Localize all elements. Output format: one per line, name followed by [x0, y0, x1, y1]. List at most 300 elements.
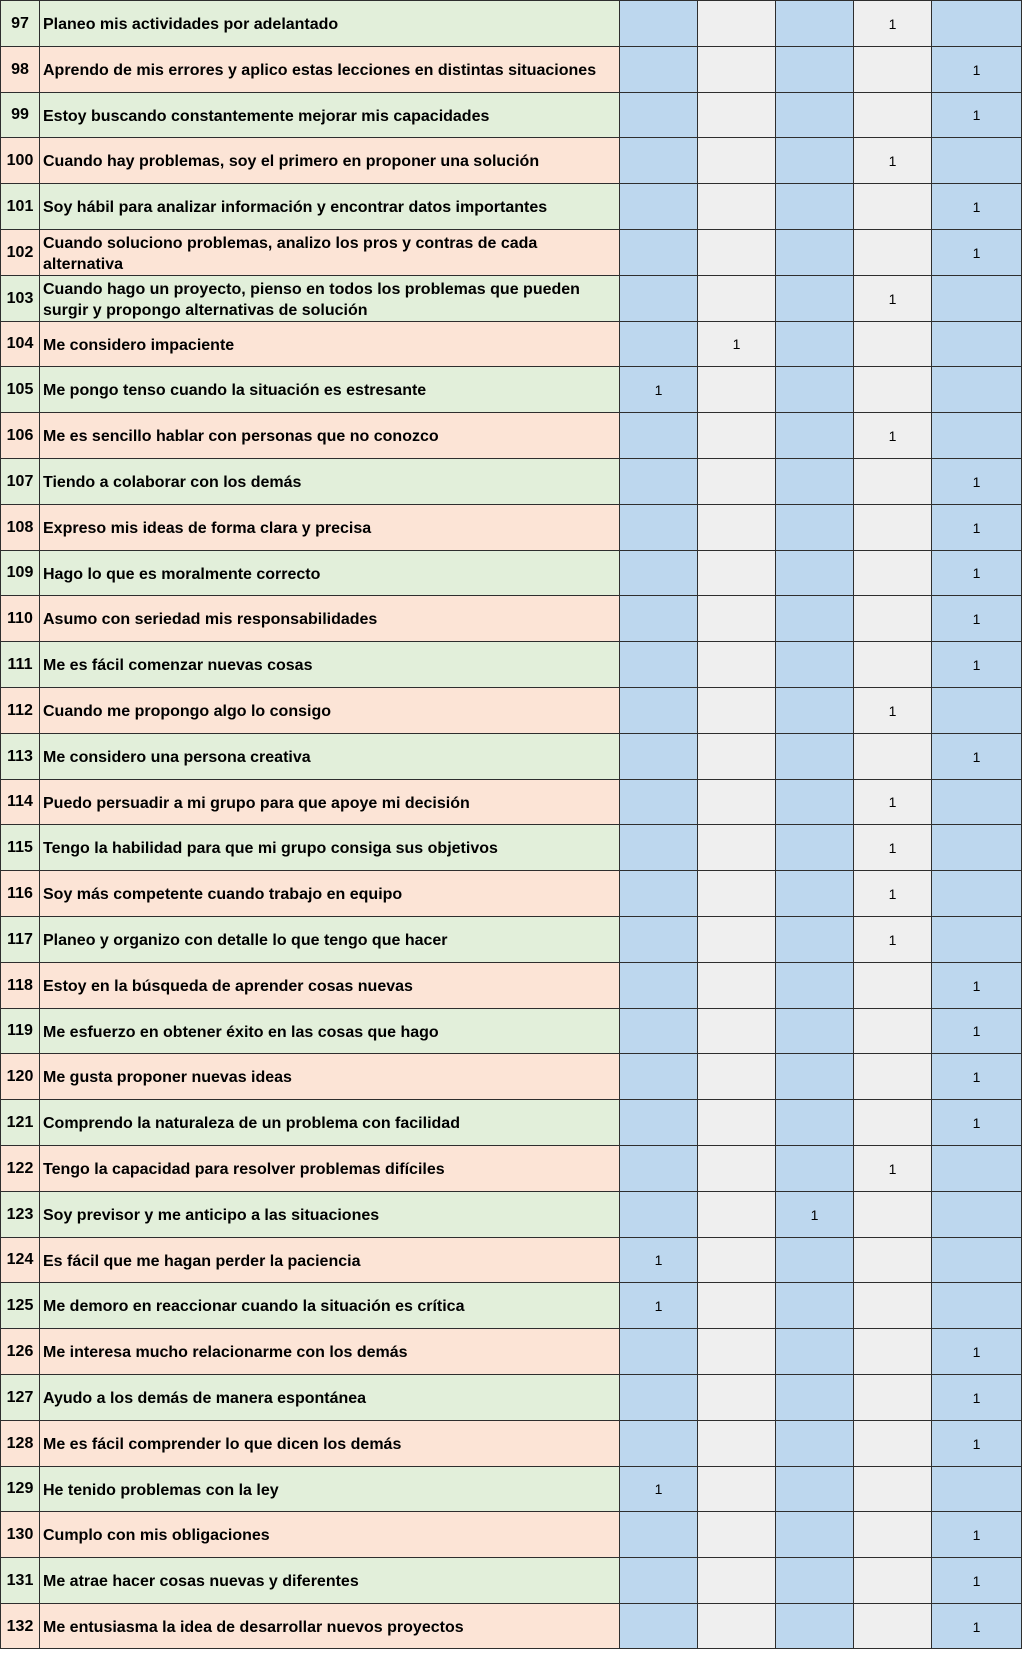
response-cell-1[interactable]	[619, 871, 697, 916]
response-cell-3[interactable]	[775, 780, 853, 824]
response-cell-4[interactable]	[853, 1100, 931, 1145]
response-cell-3[interactable]	[775, 1100, 853, 1145]
response-cell-3[interactable]	[775, 47, 853, 92]
response-cell-1[interactable]	[619, 47, 697, 92]
response-cell-1[interactable]	[619, 1329, 697, 1374]
item-statement-text: Tengo la habilidad para que mi grupo consiga sus objetivos	[43, 840, 498, 857]
response-cell-1[interactable]	[619, 1054, 697, 1099]
table-bottom-border	[0, 1648, 1022, 1649]
response-cell-5[interactable]: 1	[931, 47, 1022, 92]
response-cell-3[interactable]	[775, 93, 853, 137]
response-cell-1[interactable]	[619, 1100, 697, 1145]
response-cell-5[interactable]	[931, 138, 1022, 183]
response-cell-2[interactable]	[697, 688, 775, 733]
response-cell-2[interactable]	[697, 367, 775, 412]
item-number: 121	[0, 1100, 39, 1145]
response-cell-5[interactable]: 1	[931, 230, 1022, 275]
response-cell-2[interactable]	[697, 138, 775, 183]
table-row	[0, 1145, 1022, 1191]
table-row	[0, 1237, 1022, 1282]
response-cell-5[interactable]: 1	[931, 1329, 1022, 1374]
item-number: 106	[0, 413, 39, 458]
item-statement-text: Soy hábil para analizar información y encontrar datos importantes	[43, 199, 548, 216]
item-statement	[39, 413, 619, 458]
item-statement	[39, 1283, 619, 1328]
response-cell-5[interactable]	[931, 322, 1022, 366]
response-cell-2[interactable]	[697, 1, 775, 46]
item-statement	[39, 93, 619, 137]
response-cell-4[interactable]	[853, 184, 931, 229]
response-cell-5[interactable]: 1	[931, 1100, 1022, 1145]
item-statement-text: Me entusiasma la idea de desarrollar nuevos proyectos	[43, 1619, 464, 1636]
response-cell-3[interactable]	[775, 230, 853, 275]
response-cell-2[interactable]	[697, 642, 775, 687]
response-cell-5[interactable]: 1	[931, 505, 1022, 550]
item-number: 125	[0, 1283, 39, 1328]
item-statement-text: Cuando me propongo algo lo consigo	[43, 703, 331, 720]
item-statement-text: Ayudo a los demás de manera espontánea	[43, 1390, 367, 1407]
response-cell-1[interactable]	[619, 1558, 697, 1603]
response-cell-5[interactable]: 1	[931, 1558, 1022, 1603]
response-cell-2[interactable]	[697, 1512, 775, 1557]
response-cell-2[interactable]	[697, 1558, 775, 1603]
table-row	[0, 46, 1022, 92]
response-cell-5[interactable]	[931, 1238, 1022, 1282]
response-cell-3[interactable]	[775, 138, 853, 183]
response-cell-1[interactable]	[619, 459, 697, 504]
response-cell-5[interactable]: 1	[931, 1604, 1022, 1649]
response-cell-3[interactable]	[775, 642, 853, 687]
response-cell-3[interactable]	[775, 963, 853, 1008]
response-cell-1[interactable]	[619, 184, 697, 229]
item-statement-text: Me interesa mucho relacionarme con los demás	[43, 1344, 408, 1361]
item-statement-text: Me demoro en reaccionar cuando la situación es crítica	[43, 1298, 465, 1315]
response-cell-1[interactable]	[619, 1146, 697, 1191]
response-cell-2[interactable]	[697, 230, 775, 275]
response-cell-4[interactable]	[853, 551, 931, 595]
table-row	[0, 92, 1022, 137]
item-statement	[39, 1512, 619, 1557]
response-cell-3[interactable]	[775, 276, 853, 321]
response-cell-1[interactable]	[619, 1604, 697, 1649]
response-cell-1[interactable]	[619, 551, 697, 595]
item-statement	[39, 1467, 619, 1511]
item-statement	[39, 551, 619, 595]
response-cell-3[interactable]	[775, 917, 853, 962]
response-cell-5[interactable]	[931, 1467, 1022, 1511]
item-statement	[39, 230, 619, 275]
item-number: 115	[0, 825, 39, 870]
response-cell-4[interactable]	[853, 1604, 931, 1649]
response-cell-1[interactable]: 1	[619, 367, 697, 412]
item-number: 124	[0, 1238, 39, 1282]
response-cell-4[interactable]	[853, 642, 931, 687]
item-statement	[39, 1009, 619, 1053]
response-cell-2[interactable]	[697, 93, 775, 137]
item-statement-text: Me atrae hacer cosas nuevas y diferentes	[43, 1573, 359, 1590]
response-cell-1[interactable]	[619, 688, 697, 733]
item-statement	[39, 734, 619, 779]
response-cell-4[interactable]: 1	[853, 276, 931, 321]
response-cell-4[interactable]: 1	[853, 688, 931, 733]
response-cell-3[interactable]	[775, 1054, 853, 1099]
item-number: 132	[0, 1604, 39, 1649]
item-statement	[39, 184, 619, 229]
item-number: 123	[0, 1192, 39, 1237]
item-statement	[39, 917, 619, 962]
response-cell-2[interactable]: 1	[697, 322, 775, 366]
item-number: 113	[0, 734, 39, 779]
response-cell-5[interactable]	[931, 367, 1022, 412]
item-statement-text: Expreso mis ideas de forma clara y precisa	[43, 520, 372, 537]
response-cell-4[interactable]	[853, 1329, 931, 1374]
response-cell-3[interactable]	[775, 367, 853, 412]
response-cell-5[interactable]: 1	[931, 551, 1022, 595]
item-number: 119	[0, 1009, 39, 1053]
item-number: 110	[0, 596, 39, 641]
response-cell-4[interactable]	[853, 734, 931, 779]
response-cell-4[interactable]	[853, 1283, 931, 1328]
item-statement-text: Hago lo que es moralmente correcto	[43, 565, 321, 583]
response-cell-3[interactable]	[775, 505, 853, 550]
table-row	[0, 1328, 1022, 1374]
table-row	[0, 137, 1022, 183]
table-row	[0, 595, 1022, 641]
table-row	[0, 1282, 1022, 1328]
item-number: 111	[0, 642, 39, 687]
response-cell-2[interactable]	[697, 963, 775, 1008]
response-cell-2[interactable]	[697, 1192, 775, 1237]
response-cell-4[interactable]: 1	[853, 917, 931, 962]
response-cell-2[interactable]	[697, 459, 775, 504]
response-cell-2[interactable]	[697, 413, 775, 458]
response-cell-2[interactable]	[697, 1054, 775, 1099]
response-cell-3[interactable]	[775, 1604, 853, 1649]
response-cell-3[interactable]	[775, 322, 853, 366]
response-cell-5[interactable]: 1	[931, 1054, 1022, 1099]
response-cell-3[interactable]	[775, 184, 853, 229]
response-cell-1[interactable]	[619, 322, 697, 366]
response-cell-4[interactable]	[853, 93, 931, 137]
item-number: 107	[0, 459, 39, 504]
item-number: 128	[0, 1421, 39, 1466]
table-row	[0, 1557, 1022, 1603]
response-cell-2[interactable]	[697, 825, 775, 870]
response-cell-2[interactable]	[697, 1467, 775, 1511]
response-cell-2[interactable]	[697, 1329, 775, 1374]
table-row	[0, 275, 1022, 321]
item-number: 112	[0, 688, 39, 733]
item-number: 99	[0, 93, 39, 137]
item-statement	[39, 367, 619, 412]
item-statement	[39, 1375, 619, 1420]
response-cell-3[interactable]	[775, 1512, 853, 1557]
item-number: 130	[0, 1512, 39, 1557]
response-cell-5[interactable]	[931, 413, 1022, 458]
response-cell-2[interactable]	[697, 184, 775, 229]
table-row	[0, 229, 1022, 275]
item-statement	[39, 1329, 619, 1374]
item-statement-text: Cuando soluciono problemas, analizo los pros y contras de cada alternativa	[43, 234, 538, 273]
item-statement	[39, 1192, 619, 1237]
response-cell-3[interactable]: 1	[775, 1192, 853, 1237]
item-statement	[39, 276, 619, 321]
response-cell-3[interactable]	[775, 1, 853, 46]
response-cell-3[interactable]	[775, 596, 853, 641]
item-number: 127	[0, 1375, 39, 1420]
response-cell-5[interactable]: 1	[931, 184, 1022, 229]
table-row	[0, 183, 1022, 229]
response-cell-1[interactable]	[619, 276, 697, 321]
response-cell-2[interactable]	[697, 276, 775, 321]
item-statement-text: Soy previsor y me anticipo a las situaciones	[43, 1207, 380, 1224]
response-cell-2[interactable]	[697, 871, 775, 916]
response-cell-1[interactable]	[619, 1, 697, 46]
item-statement	[39, 1558, 619, 1603]
response-cell-5[interactable]	[931, 1283, 1022, 1328]
response-cell-4[interactable]	[853, 505, 931, 550]
response-cell-4[interactable]	[853, 1375, 931, 1420]
response-cell-5[interactable]	[931, 1, 1022, 46]
response-cell-5[interactable]	[931, 917, 1022, 962]
response-cell-5[interactable]: 1	[931, 734, 1022, 779]
item-statement-text: Cuando hay problemas, soy el primero en proponer una solución	[43, 153, 540, 170]
response-cell-5[interactable]: 1	[931, 963, 1022, 1008]
response-cell-5[interactable]: 1	[931, 93, 1022, 137]
response-cell-1[interactable]	[619, 825, 697, 870]
item-number: 98	[0, 47, 39, 92]
item-statement	[39, 780, 619, 824]
response-cell-1[interactable]	[619, 93, 697, 137]
response-cell-2[interactable]	[697, 551, 775, 595]
response-cell-2[interactable]	[697, 1238, 775, 1282]
response-cell-1[interactable]	[619, 138, 697, 183]
item-statement	[39, 322, 619, 366]
response-cell-1[interactable]	[619, 734, 697, 779]
response-cell-4[interactable]	[853, 47, 931, 92]
response-cell-3[interactable]	[775, 413, 853, 458]
response-cell-3[interactable]	[775, 459, 853, 504]
response-cell-4[interactable]	[853, 1238, 931, 1282]
response-cell-5[interactable]	[931, 871, 1022, 916]
item-statement-text: Me considero impaciente	[43, 336, 235, 354]
response-cell-3[interactable]	[775, 688, 853, 733]
response-cell-3[interactable]	[775, 1146, 853, 1191]
table-row	[0, 641, 1022, 687]
response-cell-1[interactable]	[619, 917, 697, 962]
response-cell-5[interactable]: 1	[931, 596, 1022, 641]
item-statement-text: Soy más competente cuando trabajo en equipo	[43, 886, 403, 903]
response-cell-1[interactable]	[619, 505, 697, 550]
table-row	[0, 1511, 1022, 1557]
response-cell-5[interactable]: 1	[931, 642, 1022, 687]
response-cell-4[interactable]	[853, 1467, 931, 1511]
response-cell-2[interactable]	[697, 734, 775, 779]
table-row	[0, 504, 1022, 550]
response-cell-3[interactable]	[775, 734, 853, 779]
item-statement-text: Asumo con seriedad mis responsabilidades	[43, 611, 378, 628]
response-cell-5[interactable]: 1	[931, 1009, 1022, 1053]
item-statement	[39, 871, 619, 916]
response-cell-3[interactable]	[775, 1375, 853, 1420]
response-cell-4[interactable]	[853, 963, 931, 1008]
item-statement	[39, 596, 619, 641]
response-cell-4[interactable]	[853, 322, 931, 366]
item-number: 116	[0, 871, 39, 916]
item-number: 117	[0, 917, 39, 962]
response-cell-2[interactable]	[697, 47, 775, 92]
response-cell-3[interactable]	[775, 551, 853, 595]
table-row	[0, 1191, 1022, 1237]
response-cell-4[interactable]	[853, 1421, 931, 1466]
response-cell-5[interactable]: 1	[931, 1375, 1022, 1420]
item-statement	[39, 505, 619, 550]
item-statement-text: Me es fácil comenzar nuevas cosas	[43, 657, 313, 674]
item-number: 129	[0, 1467, 39, 1511]
table-row	[0, 1603, 1022, 1649]
response-cell-1[interactable]	[619, 963, 697, 1008]
response-cell-5[interactable]	[931, 1146, 1022, 1191]
response-cell-1[interactable]	[619, 1512, 697, 1557]
item-statement-text: He tenido problemas con la ley	[43, 1481, 279, 1499]
item-statement-text: Me es sencillo hablar con personas que no conozco	[43, 428, 439, 445]
item-statement	[39, 1421, 619, 1466]
response-cell-1[interactable]	[619, 413, 697, 458]
response-cell-5[interactable]	[931, 688, 1022, 733]
response-cell-2[interactable]	[697, 596, 775, 641]
response-cell-4[interactable]	[853, 1009, 931, 1053]
item-statement-text: Me gusta proponer nuevas ideas	[43, 1069, 292, 1086]
item-statement	[39, 688, 619, 733]
response-cell-4[interactable]	[853, 1054, 931, 1099]
response-cell-4[interactable]: 1	[853, 871, 931, 916]
response-cell-2[interactable]	[697, 780, 775, 824]
response-cell-3[interactable]	[775, 1329, 853, 1374]
response-cell-1[interactable]: 1	[619, 1467, 697, 1511]
response-cell-5[interactable]	[931, 1192, 1022, 1237]
response-cell-5[interactable]	[931, 780, 1022, 824]
response-cell-3[interactable]	[775, 1283, 853, 1328]
response-cell-4[interactable]: 1	[853, 825, 931, 870]
item-statement	[39, 1100, 619, 1145]
response-cell-2[interactable]	[697, 505, 775, 550]
item-statement-text: Puedo persuadir a mi grupo para que apoye mi decisión	[43, 794, 470, 812]
response-cell-3[interactable]	[775, 1009, 853, 1053]
item-statement	[39, 138, 619, 183]
item-statement-text: Planeo mis actividades por adelantado	[43, 16, 339, 33]
item-statement-text: Planeo y organizo con detalle lo que tengo que hacer	[43, 932, 448, 949]
item-statement	[39, 963, 619, 1008]
response-cell-1[interactable]: 1	[619, 1283, 697, 1328]
item-statement-text: Tengo la capacidad para resolver problemas difíciles	[43, 1161, 445, 1178]
item-statement	[39, 1, 619, 46]
response-cell-5[interactable]	[931, 276, 1022, 321]
item-number: 131	[0, 1558, 39, 1603]
response-cell-5[interactable]: 1	[931, 1421, 1022, 1466]
item-number: 126	[0, 1329, 39, 1374]
table-row	[0, 1099, 1022, 1145]
response-cell-4[interactable]	[853, 459, 931, 504]
response-cell-3[interactable]	[775, 1238, 853, 1282]
response-cell-4[interactable]	[853, 230, 931, 275]
response-cell-4[interactable]: 1	[853, 413, 931, 458]
response-cell-1[interactable]	[619, 1192, 697, 1237]
item-number: 114	[0, 780, 39, 824]
table-row	[0, 366, 1022, 412]
item-statement-text: Cuando hago un proyecto, pienso en todos los problemas que pueden surgir y propongo alternativas de solución	[43, 280, 580, 319]
table-row	[0, 1374, 1022, 1420]
response-cell-5[interactable]: 1	[931, 1512, 1022, 1557]
response-cell-2[interactable]	[697, 1146, 775, 1191]
item-statement	[39, 1238, 619, 1282]
response-cell-2[interactable]	[697, 1009, 775, 1053]
response-cell-4[interactable]: 1	[853, 780, 931, 824]
response-cell-1[interactable]	[619, 1421, 697, 1466]
response-cell-4[interactable]: 1	[853, 1, 931, 46]
item-statement-text: Me esfuerzo en obtener éxito en las cosas que hago	[43, 1023, 439, 1041]
response-cell-2[interactable]	[697, 1604, 775, 1649]
response-cell-1[interactable]	[619, 596, 697, 641]
response-cell-3[interactable]	[775, 825, 853, 870]
response-cell-2[interactable]	[697, 1283, 775, 1328]
response-cell-2[interactable]	[697, 1421, 775, 1466]
response-cell-4[interactable]	[853, 1192, 931, 1237]
response-cell-3[interactable]	[775, 1467, 853, 1511]
response-cell-1[interactable]	[619, 1009, 697, 1053]
response-cell-2[interactable]	[697, 1100, 775, 1145]
response-cell-2[interactable]	[697, 917, 775, 962]
table-row	[0, 916, 1022, 962]
table-row	[0, 733, 1022, 779]
response-cell-4[interactable]	[853, 1558, 931, 1603]
response-cell-2[interactable]	[697, 1375, 775, 1420]
table-row	[0, 1466, 1022, 1511]
item-number: 105	[0, 367, 39, 412]
response-cell-4[interactable]	[853, 367, 931, 412]
response-cell-1[interactable]	[619, 780, 697, 824]
response-cell-1[interactable]: 1	[619, 1238, 697, 1282]
item-statement-text: Estoy en la búsqueda de aprender cosas nuevas	[43, 978, 413, 995]
response-cell-4[interactable]	[853, 596, 931, 641]
item-number: 100	[0, 138, 39, 183]
item-statement	[39, 1146, 619, 1191]
response-cell-3[interactable]	[775, 1558, 853, 1603]
response-cell-5[interactable]: 1	[931, 459, 1022, 504]
table-row	[0, 458, 1022, 504]
response-cell-1[interactable]	[619, 642, 697, 687]
response-cell-4[interactable]	[853, 1512, 931, 1557]
response-cell-3[interactable]	[775, 1421, 853, 1466]
item-number: 97	[0, 1, 39, 46]
response-cell-4[interactable]: 1	[853, 138, 931, 183]
response-cell-5[interactable]	[931, 825, 1022, 870]
item-statement-text: Comprendo la naturaleza de un problema con facilidad	[43, 1115, 460, 1132]
table-row	[0, 779, 1022, 824]
response-cell-3[interactable]	[775, 871, 853, 916]
item-statement-text: Me considero una persona creativa	[43, 749, 311, 766]
response-cell-1[interactable]	[619, 1375, 697, 1420]
table-row	[0, 1053, 1022, 1099]
response-cell-1[interactable]	[619, 230, 697, 275]
item-statement	[39, 1604, 619, 1649]
item-statement	[39, 47, 619, 92]
table-row	[0, 824, 1022, 870]
item-number: 109	[0, 551, 39, 595]
item-number: 103	[0, 276, 39, 321]
item-statement-text: Estoy buscando constantemente mejorar mis capacidades	[43, 107, 490, 125]
response-cell-4[interactable]: 1	[853, 1146, 931, 1191]
table-row	[0, 550, 1022, 595]
